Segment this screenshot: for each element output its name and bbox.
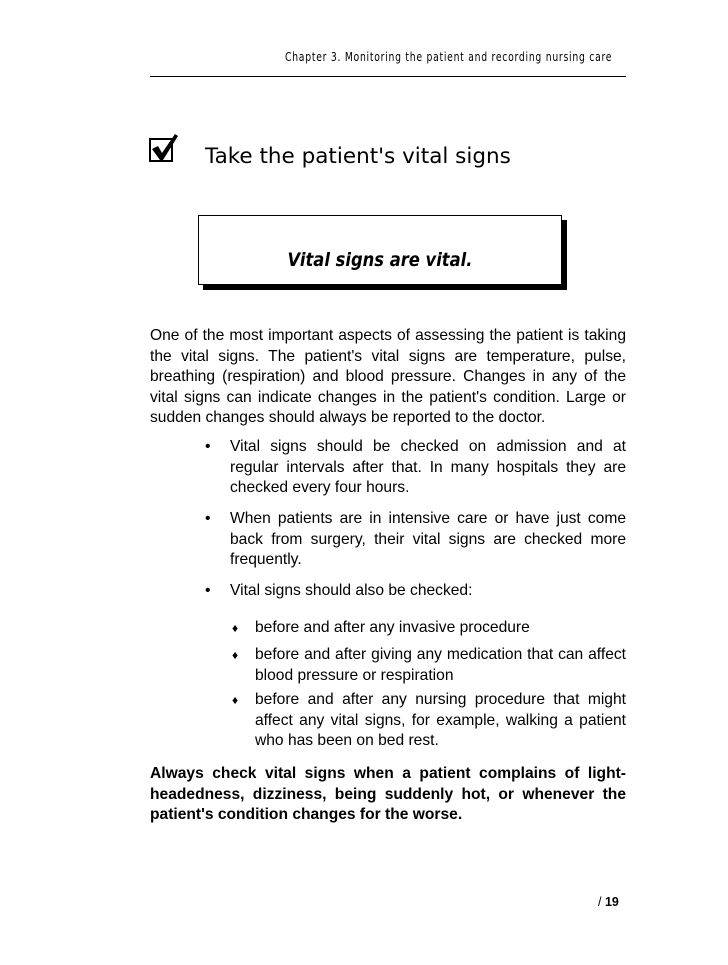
running-header: Chapter 3. Monitoring the patient and recording nursing care [285, 49, 613, 64]
diamond-bullet-icon: ♦ [232, 621, 239, 635]
bullet-text: Vital signs should also be checked: [230, 582, 473, 599]
section-heading: Take the patient's vital signs [205, 144, 511, 169]
sub-bullet-text: before and after giving any medication that can affect blood pressure or respiration [255, 646, 626, 684]
bullet-marker: • [205, 438, 211, 455]
bullet-text: When patients are in intensive care or have just come back from surgery, their vital signs are checked more frequently. [230, 510, 626, 568]
callout-text: Vital signs are vital. [287, 249, 473, 271]
warning-paragraph: Always check vital signs when a patient complains of light-headedness, dizziness, being suddenly hot, or whenever the patient's condition changes for the worse. [150, 765, 626, 823]
page-number [598, 895, 619, 909]
sub-bullet-text: before and after any nursing procedure that might affect any vital signs, for example, walking a patient who has been on bed rest. [255, 691, 626, 749]
checkbox-checked-icon [149, 133, 179, 163]
sub-bullet-text: before and after any invasive procedure [255, 619, 530, 636]
page-number-prefix: / [598, 895, 605, 909]
diamond-bullet-icon: ♦ [232, 693, 239, 707]
callout-box [198, 215, 562, 285]
header-rule [150, 76, 626, 77]
bullet-marker: • [205, 510, 211, 527]
bullet-text: Vital signs should be checked on admission and at regular intervals after that. In many hospitals they are checked every four hours. [230, 438, 626, 496]
page-number-value: 19 [604, 895, 619, 909]
diamond-bullet-icon: ♦ [232, 648, 239, 662]
bullet-marker: • [205, 582, 211, 599]
intro-paragraph: One of the most important aspects of assessing the patient is taking the vital signs. The patient's vital signs are temperature, pulse, breathing (respiration) and blood pressure. Changes in any of the vital signs can indicate changes in the patient's condition. Large or sudden changes should always be reported to the doctor. [150, 327, 626, 426]
